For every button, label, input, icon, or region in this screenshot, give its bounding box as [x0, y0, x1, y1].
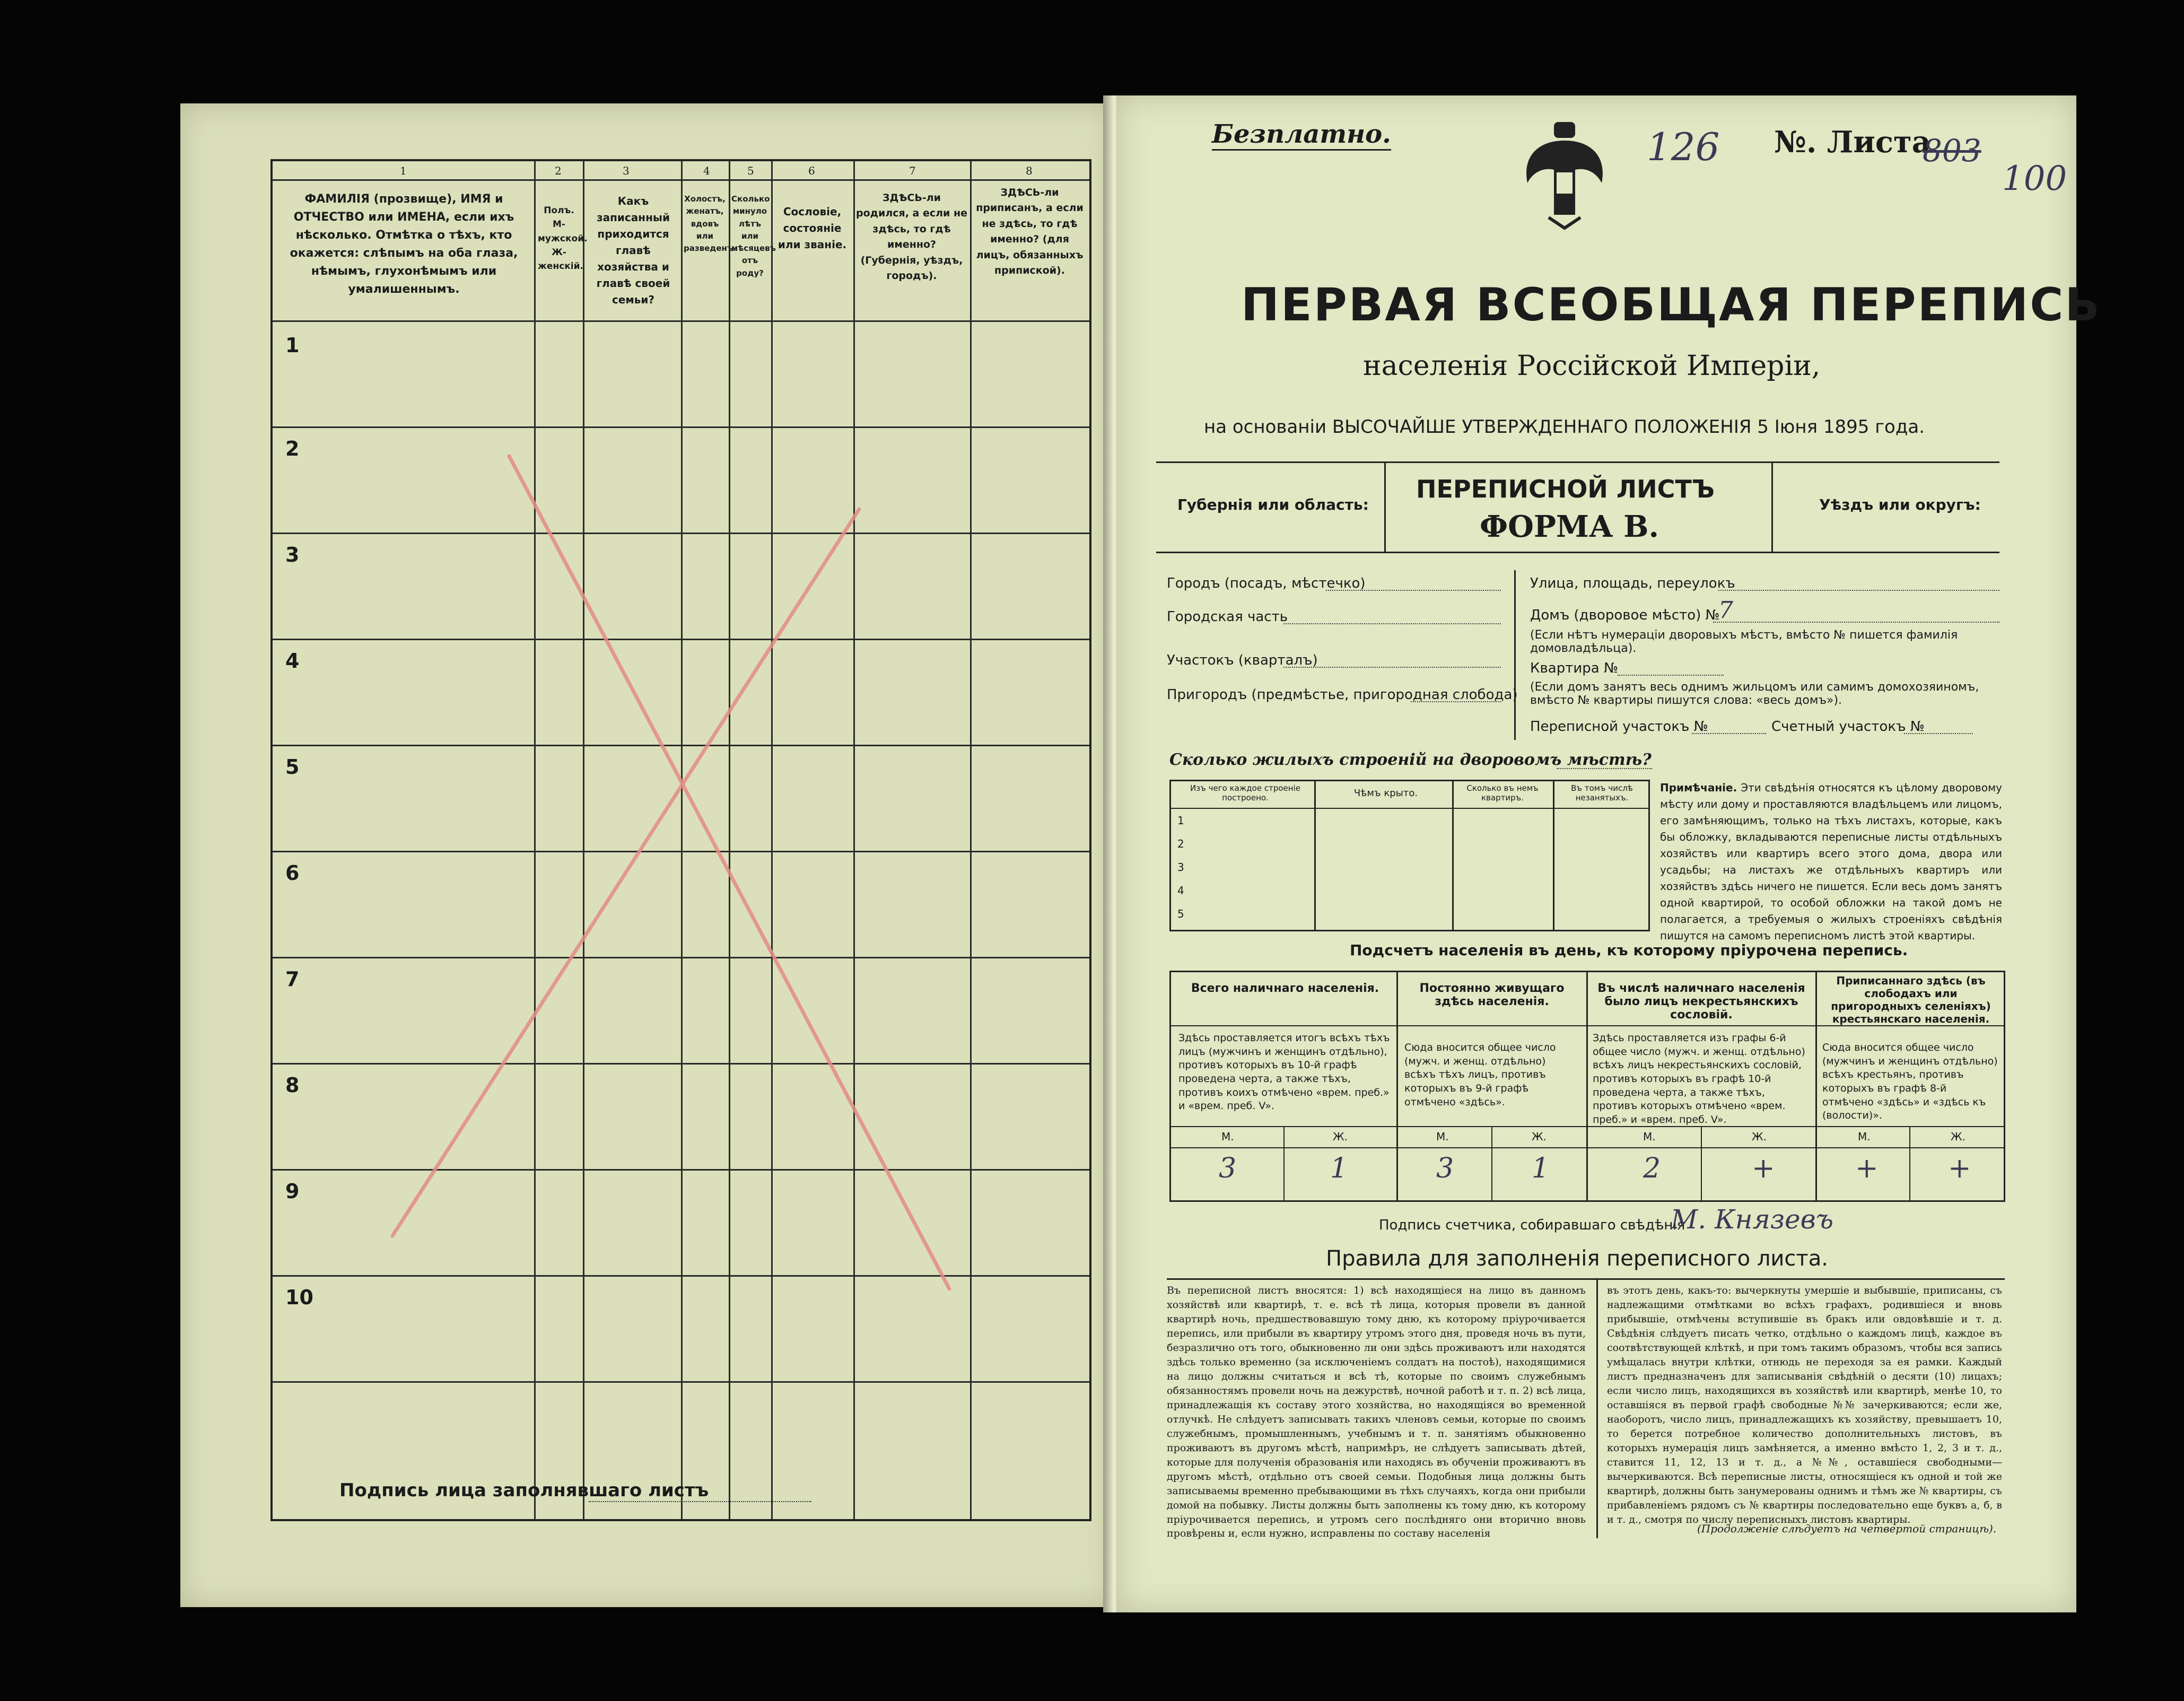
enumerator-signature: М. Князевъ: [1671, 1204, 1834, 1235]
count-value: +: [1855, 1153, 1879, 1184]
street-label: Улица, площадь, переулокъ: [1530, 575, 1735, 591]
page-subtitle: населенія Россійской Имперіи,: [1363, 350, 1821, 382]
buildings-col-roof: Чѣмъ крыто.: [1353, 788, 1418, 799]
row-number: 2: [285, 437, 300, 460]
province-label: Губернія или область:: [1177, 496, 1369, 513]
row-number: 3: [285, 543, 300, 566]
house-number-value: 7: [1718, 597, 1733, 624]
mf-label: М.: [1643, 1130, 1656, 1143]
count-header-peasant: Приписаннаго здѣсь (въ слободахъ или пригородныхъ селеніяхъ) крестьянскаго населенія.: [1831, 974, 1991, 1025]
row-number: 1: [285, 334, 300, 357]
counting-section-label: Счетный участокъ №: [1771, 719, 1925, 735]
count-header-permanent: Постоянно живущаго здѣсь населенія.: [1419, 982, 1565, 1008]
mf-label: М.: [1221, 1130, 1234, 1143]
double-headed-eagle-icon: [1517, 119, 1612, 231]
page-title: ПЕРВАЯ ВСЕОБЩАЯ ПЕРЕПИСЬ: [1241, 278, 2101, 332]
note-block: [1660, 780, 2002, 944]
col-number: 5: [747, 164, 754, 177]
mf-label: М.: [1858, 1130, 1871, 1143]
count-value: +: [1752, 1153, 1775, 1184]
header-age: Сколько минуло лѣтъ или мѣсяцевъ отъ роду?: [731, 194, 776, 278]
buildings-row: 5: [1177, 908, 1184, 920]
handwritten-sheet-number-new: 100: [2002, 159, 2067, 198]
rules-left-column: Въ переписной листъ вносятся: 1) всѣ находящіеся на лицо въ данномъ хозяйствѣ или квартирѣ, т. е. всѣ тѣ лица, которыя провели въ данной квартирѣ ночь, предшествовавшую тому дню, къ которому пріурочивается перепись, или прибыли въ квартиру утромъ этого дня, проведя ночь въ пути, безразлично отъ того, обыкновенно ли они здѣсь проживаютъ или находятся здѣсь только временно (за исключеніемъ солдатъ на постоѣ), находящимися на лицо должны считаться и всѣ тѣ, которые по своимъ служебнымъ обязанностямъ провели ночь на дежурствѣ, ночной работѣ и т. п. 2) всѣ лица, принадлежащія къ составу этого хозяйства, но находящіяся во временной отлучкѣ. Не слѣдуетъ записывать такихъ членовъ семьи, которые по своимъ служебнымъ, промышленнымъ, учебнымъ и т. п. занятіямъ обыкновенно проживаютъ въ другомъ мѣстѣ, напримѣръ, не слѣдуетъ записывать дѣтей, которые для полученія образованія или находясь въ обученіи проживаютъ въ другомъ мѣстѣ, отдѣльно отъ своей семьи. Подобныя лица должны быть записываемы временно пребывающими въ тѣхъ случаяхъ, когда они прибыли домой на побывку. Листы должны быть заполнены къ тому дню, къ которому пріурочивается перепись, и утромъ сего послѣдняго они вторично вновь провѣрены и, если нужно, исправлены по составу населенія: [1167, 1285, 1586, 1540]
legal-basis: на основаніи ВЫСОЧАЙШЕ УТВЕРЖДЕННАГО ПОЛОЖЕНІЯ 5 Іюня 1895 года.: [1204, 416, 1925, 438]
col-number: 4: [703, 164, 710, 177]
city-part-label: Городская часть: [1167, 609, 1288, 625]
header-relation: Какъ записанный приходится главѣ хозяйства и главѣ своей семьи?: [596, 195, 670, 306]
district-label: Уѣздъ или округъ:: [1819, 496, 1981, 513]
apartment-label: Квартира №: [1530, 660, 1619, 676]
suburb-label: Пригородъ (предмѣстье, пригородная слобода): [1167, 687, 1518, 703]
count-value: 3: [1219, 1153, 1237, 1184]
sheet-number-label: №. Листа: [1774, 125, 1931, 160]
header-marital: Холостъ, женатъ, вдовъ или разведенъ.: [684, 194, 736, 253]
handwritten-sheet-number: 126: [1647, 125, 1720, 169]
header-birthplace: ЗДѢСЬ-ли родился, а если не здѣсь, то гдѣ именно? (Губернія, уѣздъ, городъ).: [856, 192, 967, 282]
header-name: ФАМИЛІЯ (прозвище), ИМЯ и ОТЧЕСТВО или ИМЕНА, если ихъ нѣсколько. Отмѣтка о тѣхъ, кто окажется: слѣпымъ на оба глаза, нѣмымъ, глухонѣмымъ или умалишеннымъ.: [290, 193, 518, 296]
apartment-note: (Если домъ занятъ весь однимъ жильцомъ или самимъ домохозяиномъ, вмѣсто № квартиры пишутся слова: «весь домъ»).: [1530, 681, 1979, 707]
form-name: ФОРМА В.: [1480, 509, 1659, 544]
count-value: +: [1948, 1153, 1971, 1184]
count-desc-nonpeasant: Здѣсь проставляется изъ графы 6-й общее число (мужч. и женщ. отдѣльно) всѣхъ лицъ некрестьянскихъ сословій, противъ которыхъ въ графѣ 10-й проведена черта, а также тѣхъ, противъ которыхъ отмѣчено «врем. преб.» и «врем. преб. V».: [1593, 1032, 1805, 1126]
count-header-total: Всего наличнаго населенія.: [1191, 982, 1379, 995]
rules-right-column: въ этотъ день, какъ-то: вычеркнуты умершіе и выбывшіе, приписаны, съ надлежащими отмѣтками во всѣхъ графахъ, родившіеся и вновь прибывшіе, отмѣчены вступившіе въ бракъ или овдовѣвшіе и т. д. Свѣдѣнія слѣдуетъ писать четко, отдѣльно о каждомъ лицѣ, каждое въ соотвѣтствующей клѣткѣ, и при томъ такимъ образомъ, чтобы вся запись умѣщалась внутри клѣтки, отнюдь не переходя за ея рамки. Каждый листъ предназначенъ для записыванія свѣдѣній о десяти (10) лицахъ; если число лицъ, находящихся въ хозяйствѣ или квартирѣ, менѣе 10, то оставшіяся въ первой графѣ свободные №№ зачеркиваются; если же, наоборотъ, число лицъ, принадлежащихъ къ хозяйству, превышаетъ 10, то берется потребное количество дополнительныхъ листовъ, въ которыхъ нумерація лицъ замѣняется, а именно вмѣсто 1, 2, 3 и т. д., ставится 11, 12, 13 и т. д., а №№, оставшіеся свободными—вычеркиваются. Всѣ переписные листы, относящіеся къ одной и той же квартирѣ, должны быть занумерованы однимъ и тѣмъ же № квартиры, съ прибавленіемъ рядомъ съ № квартиры последовательно еще буквъ а, б, в и т. д., смотря по числу переписныхъ листовъ квартиры.: [1607, 1285, 2002, 1525]
buildings-row: 1: [1177, 814, 1184, 827]
header-registered: ЗДѢСЬ-ли приписанъ, а если не здѣсь, то гдѣ именно? (для лицъ, обязанныхъ припиской).: [976, 187, 1084, 277]
col-number: 7: [909, 164, 916, 177]
buildings-row: 2: [1177, 838, 1184, 850]
free-label: Безплатно.: [1212, 119, 1391, 151]
header-sex: Полъ. М-мужской. Ж-женскій.: [538, 205, 588, 272]
city-label: Городъ (посадъ, мѣстечко): [1167, 575, 1366, 591]
col-number: 6: [808, 164, 815, 177]
enumerator-label: Подпись счетчика, собиравшаго свѣдѣнія: [1379, 1217, 1685, 1233]
census-section-label: Переписной участокъ №: [1530, 719, 1708, 735]
house-label: Домъ (дворовое мѣсто) №: [1530, 607, 1720, 623]
buildings-col-vacant: Въ томъ числѣ незанятыхъ.: [1571, 783, 1633, 802]
buildings-col-apartments: Сколько въ немъ квартиръ.: [1466, 783, 1539, 802]
row-number: 6: [285, 861, 300, 885]
count-desc-permanent: Сюда вносится общее число (мужч. и женщ. отдѣльно) всѣхъ тѣхъ лицъ, противъ которыхъ въ 9-й графѣ отмѣчено «здѣсь».: [1404, 1042, 1556, 1108]
row-number: 10: [285, 1286, 313, 1309]
row-number: 9: [285, 1180, 300, 1203]
col-number: 3: [623, 164, 630, 177]
mf-label: Ж.: [1333, 1130, 1348, 1143]
form-title: ПЕРЕПИСНОЙ ЛИСТЪ: [1416, 475, 1715, 503]
mf-label: М.: [1436, 1130, 1449, 1143]
count-header-nonpeasant: Въ числѣ наличнаго населенія было лицъ некрестьянскихъ сословій.: [1597, 982, 1805, 1022]
buildings-col-material: Изъ чего каждое строеніе построено.: [1190, 783, 1300, 802]
rules-continued: (Продолженіе слѣдуетъ на четвертой страницѣ).: [1697, 1522, 1997, 1535]
header-estate: Сословіе, состояніе или званіе.: [777, 205, 847, 251]
note-title: Примѣчаніе.: [1660, 781, 1737, 794]
mf-label: Ж.: [1951, 1130, 1965, 1143]
note-text: Эти свѣдѣнія относятся къ цѣлому дворовому мѣсту или дому и проставляются владѣльцемъ или лицомъ, его замѣняющимъ, только на тѣхъ листахъ, которые, какъ бы обложку, вкладываются переписные листы отдѣльныхъ хозяйствъ или квартиръ всего этого дома, двора или усадьбы; на листахъ же отдѣльныхъ квартиръ или хозяйствъ здѣсь ничего не пишется. Если весь домъ занятъ одной квартирой, то особой обложки на такой домъ не полагается, а требуемыя о жилыхъ строеніяхъ свѣдѣнія пишутся на самомъ переписномъ листѣ этой квартиры.: [1660, 781, 2003, 942]
count-value: 3: [1436, 1153, 1454, 1184]
buildings-row: 3: [1177, 861, 1184, 874]
count-table: [1169, 971, 2005, 1202]
buildings-table: [1169, 780, 1650, 931]
count-value: 2: [1643, 1153, 1661, 1184]
buildings-question: Сколько жилыхъ строеній на дворовомъ мѣстѣ?: [1169, 751, 1652, 769]
section-label: Участокъ (кварталъ): [1167, 652, 1318, 668]
mf-label: Ж.: [1752, 1130, 1767, 1143]
left-signature-label: Подпись лица заполнявшаго листъ: [339, 1480, 709, 1501]
col-number: 1: [400, 164, 407, 177]
row-number: 4: [285, 649, 300, 673]
row-number: 5: [285, 755, 300, 779]
buildings-row: 4: [1177, 884, 1184, 897]
mf-label: Ж.: [1532, 1130, 1547, 1143]
house-note: (Если нѣтъ нумераціи дворовыхъ мѣстъ, вмѣсто № пишется фамилія домовладѣльца).: [1530, 629, 1958, 655]
count-value: 1: [1532, 1153, 1550, 1184]
count-desc-total: Здѣсь проставляется итогъ всѣхъ тѣхъ лицъ (мужчинъ и женщинъ отдѣльно), противъ которыхъ въ 10-й графѣ проведена черта, а также тѣхъ, противъ коихъ отмѣчено «врем. преб.» и «врем. преб. V».: [1178, 1032, 1390, 1112]
left-signature-line: [589, 1501, 811, 1502]
rules-title: Правила для заполненія переписного листа.: [1326, 1246, 1828, 1271]
handwritten-sheet-number-crossed: 803: [1923, 133, 1981, 169]
row-number: 7: [285, 967, 300, 991]
row-number: 8: [285, 1074, 300, 1097]
count-desc-peasant: Сюда вносится общее число (мужчинъ и женщинъ отдѣльно) всѣхъ крестьянъ, противъ которыхъ въ графѣ 8-й отмѣчено «здѣсь» и «здѣсь къ (волости)».: [1822, 1042, 1998, 1122]
count-value: 1: [1330, 1153, 1348, 1184]
col-number: 8: [1026, 164, 1033, 177]
count-title: Подсчетъ населенія въ день, къ которому пріурочена перепись.: [1350, 941, 1908, 959]
col-number: 2: [555, 164, 562, 177]
